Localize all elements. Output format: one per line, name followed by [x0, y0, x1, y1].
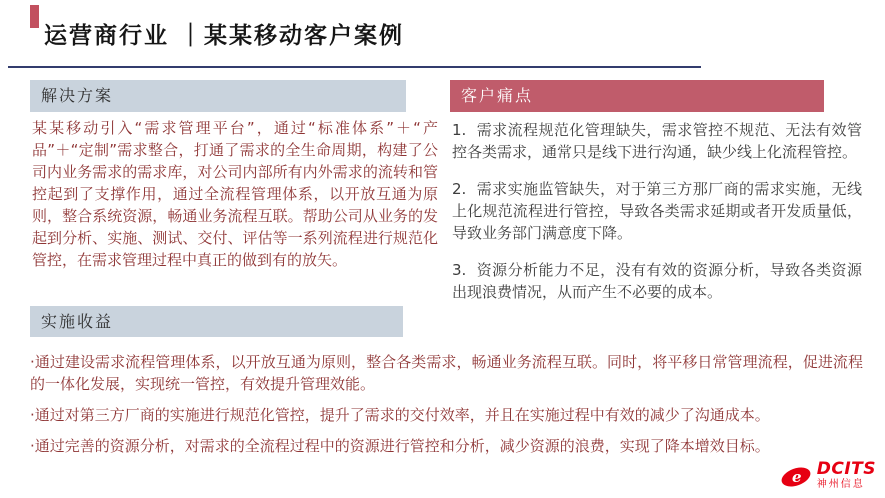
company-logo [779, 461, 876, 490]
pain-point-item [452, 259, 862, 303]
pain-point-number: 2. [452, 180, 467, 198]
dcits-swirl-icon [779, 464, 813, 490]
title-underline [8, 66, 701, 68]
pain-point-number: 3. [452, 261, 467, 279]
pain-point-item [452, 119, 862, 163]
page-title: 运营商行业 ｜某某移动客户案例 [44, 23, 405, 49]
solution-body-text: 某某移动引入“需求管理平台”，通过“标准体系”＋“产品”＋“定制”需求整合，打通了需求的全生命周期，构建了公司内业务需求的需求库，对公司内部所有内外需求的流转和管控起到了支撑作用，通过全流程管理体系，以开放互通为原则，整合系统资源，畅通业务流程互联。帮助公司从业务的发起到分析、实施、测试、交付、评估等一系列流程进行规范化管控，在需求管理过程中真正的做到有的放矢。 [32, 119, 438, 269]
svg-text:e: e [791, 468, 802, 486]
pain-points-list [452, 119, 862, 318]
logo-company-name: 神州信息 [816, 479, 865, 490]
logo-text-column [817, 461, 876, 490]
pain-point-number: 1. [452, 121, 467, 139]
benefit-item: ·通过建设需求流程管理体系，以开放互通为原则，整合各类需求，畅通业务流程互联。同时，将平移日常管理流程，促进流程的一体化发展，实现统一管控，有效提升管理效能。 [30, 353, 863, 393]
pain-point-text: 资源分析能力不足，没有有效的资源分析，导致各类资源出现浪费情况，从而产生不必要的成本。 [452, 261, 862, 301]
benefit-item: ·通过完善的资源分析，对需求的全流程过程中的资源进行管控和分析，减少资源的浪费，实现了降本增效目标。 [30, 437, 770, 455]
benefits-list [30, 351, 863, 466]
section-header-pain-points: 客户痛点 [450, 80, 824, 112]
section-header-solution: 解决方案 [30, 80, 406, 112]
benefit-item: ·通过对第三方厂商的实施进行规范化管控，提升了需求的交付效率，并且在实施过程中有效的减少了沟通成本。 [30, 406, 770, 424]
pain-point-text: 需求流程规范化管理缺失，需求管控不规范、无法有效管控各类需求，通常只是线下进行沟通，缺少线上化流程管控。 [452, 121, 862, 161]
pain-point-text: 需求实施监管缺失，对于第三方那厂商的需求实施，无线上化规范流程进行管控，导致各类需求延期或者开发质量低，导致业务部门满意度下降。 [452, 180, 862, 242]
logo-name: DCITS [816, 459, 876, 479]
section-header-benefits: 实施收益 [30, 306, 403, 337]
title-accent-bar [30, 5, 39, 28]
pain-point-item [452, 178, 862, 244]
